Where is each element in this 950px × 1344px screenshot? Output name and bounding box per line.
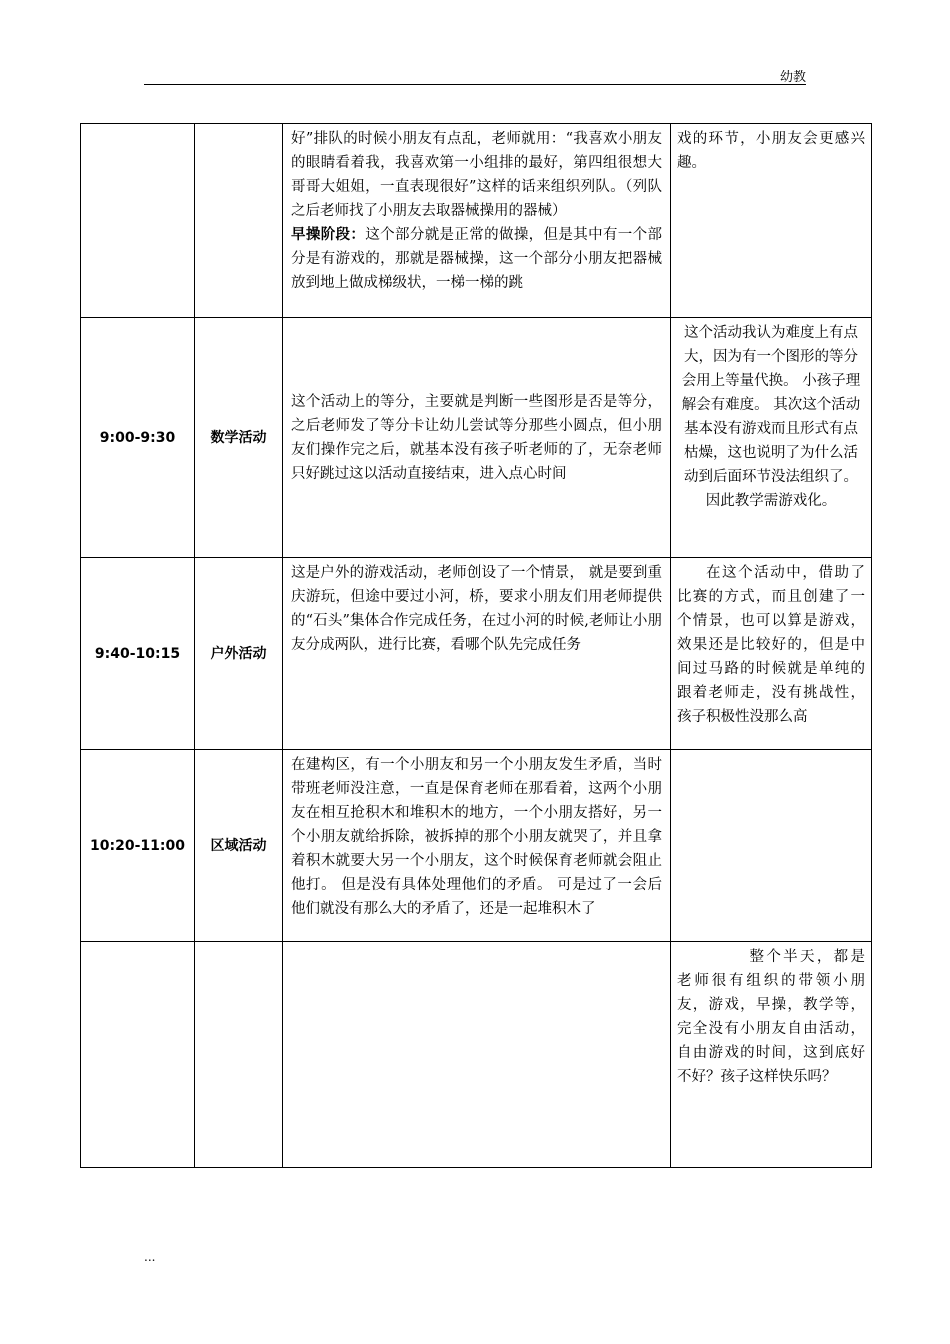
activity-cell <box>195 124 283 318</box>
table-row <box>81 318 872 558</box>
table-row <box>81 750 872 942</box>
section-text: 这个部分就是正常的做操，但是其中有一个部分是有游戏的，那就是器械操，这一个部分小朋友把器械放到地上做成梯级状，一梯一梯的跳 <box>291 227 663 291</box>
page-header-text: 幼教 <box>779 70 806 85</box>
header-rule <box>144 84 806 85</box>
description-cell: 这个活动上的等分，主要就是判断一些图形是否是等分，之后老师发了等分卡让幼儿尝试等分那些小圆点，但小朋友们操作完之后，就基本没有孩子听老师的了，无奈老师只好跳过这以活动直接结束，进入点心时间 <box>283 318 671 558</box>
reflection-cell: 戏的环节，小朋友会更感兴趣。 <box>671 124 872 318</box>
description-cell: 在建构区，有一个小朋友和另一个小朋友发生矛盾，当时带班老师没注意，一直是保育老师在那看着，这两个小朋友在相互抢积木和堆积木的地方，一个小朋友搭好，另一个小朋友就给拆除，被拆掉的那个小朋友就哭了，并且拿着积木就要大另一个小朋友，这个时候保育老师就会阻止他打。 但是没有具体处理他们的矛盾。 可是过了一会后他们就没有那么大的矛盾了，还是一起堆积木了 <box>283 750 671 942</box>
description-cell <box>283 124 671 318</box>
time-cell: 9:40-10:15 <box>81 558 195 750</box>
section-label: 早操阶段： <box>291 226 366 243</box>
time-cell: 9:00-9:30 <box>81 318 195 558</box>
page-footer-text: ... <box>144 1250 156 1264</box>
time-cell <box>81 942 195 1168</box>
reflection-cell <box>671 750 872 942</box>
description-cell <box>283 942 671 1168</box>
activity-cell <box>195 942 283 1168</box>
time-cell <box>81 124 195 318</box>
description-cell: 这是户外的游戏活动，老师创设了一个情景， 就是要到重庆游玩，但途中要过小河，桥，要求小朋友们用老师提供的“石头”集体合作完成任务，在过小河的时候,老师让小朋友分成两队，进行比赛，看哪个队先完成任务 <box>283 558 671 750</box>
reflection-cell: 整个半天，都是老师很有组织的带领小朋友，游戏，早操，教学等，完全没有小朋友自由活动，自由游戏的时间，这到底好不好？孩子这样快乐吗？ <box>671 942 872 1168</box>
activity-cell: 户外活动 <box>195 558 283 750</box>
activity-cell: 区域活动 <box>195 750 283 942</box>
table-row <box>81 124 872 318</box>
reflection-cell: 在这个活动中，借助了比赛的方式，而且创建了一个情景，也可以算是游戏，效果还是比较好的，但是中间过马路的时候就是单纯的跟着老师走，没有挑战性，孩子积极性没那么高 <box>671 558 872 750</box>
time-cell: 10:20-11:00 <box>81 750 195 942</box>
activity-log-table <box>80 123 872 1168</box>
table-row <box>81 558 872 750</box>
activity-cell: 数学活动 <box>195 318 283 558</box>
table-row <box>81 942 872 1168</box>
reflection-cell: 这个活动我认为难度上有点大，因为有一个图形的等分会用上等量代换。 小孩子理解会有难度。 其次这个活动基本没有游戏而且形式有点枯燥，这也说明了为什么活动到后面环节没法组织了。 因此教学需游戏化。 <box>671 318 872 558</box>
description-text: 好”排队的时候小朋友有点乱，老师就用：“我喜欢小朋友的眼睛看着我，我喜欢第一小组排的最好，第四组很想大哥哥大姐姐，一直表现很好”这样的话来组织列队。（列队之后老师找了小朋友去取器械操用的器械） <box>291 131 662 219</box>
